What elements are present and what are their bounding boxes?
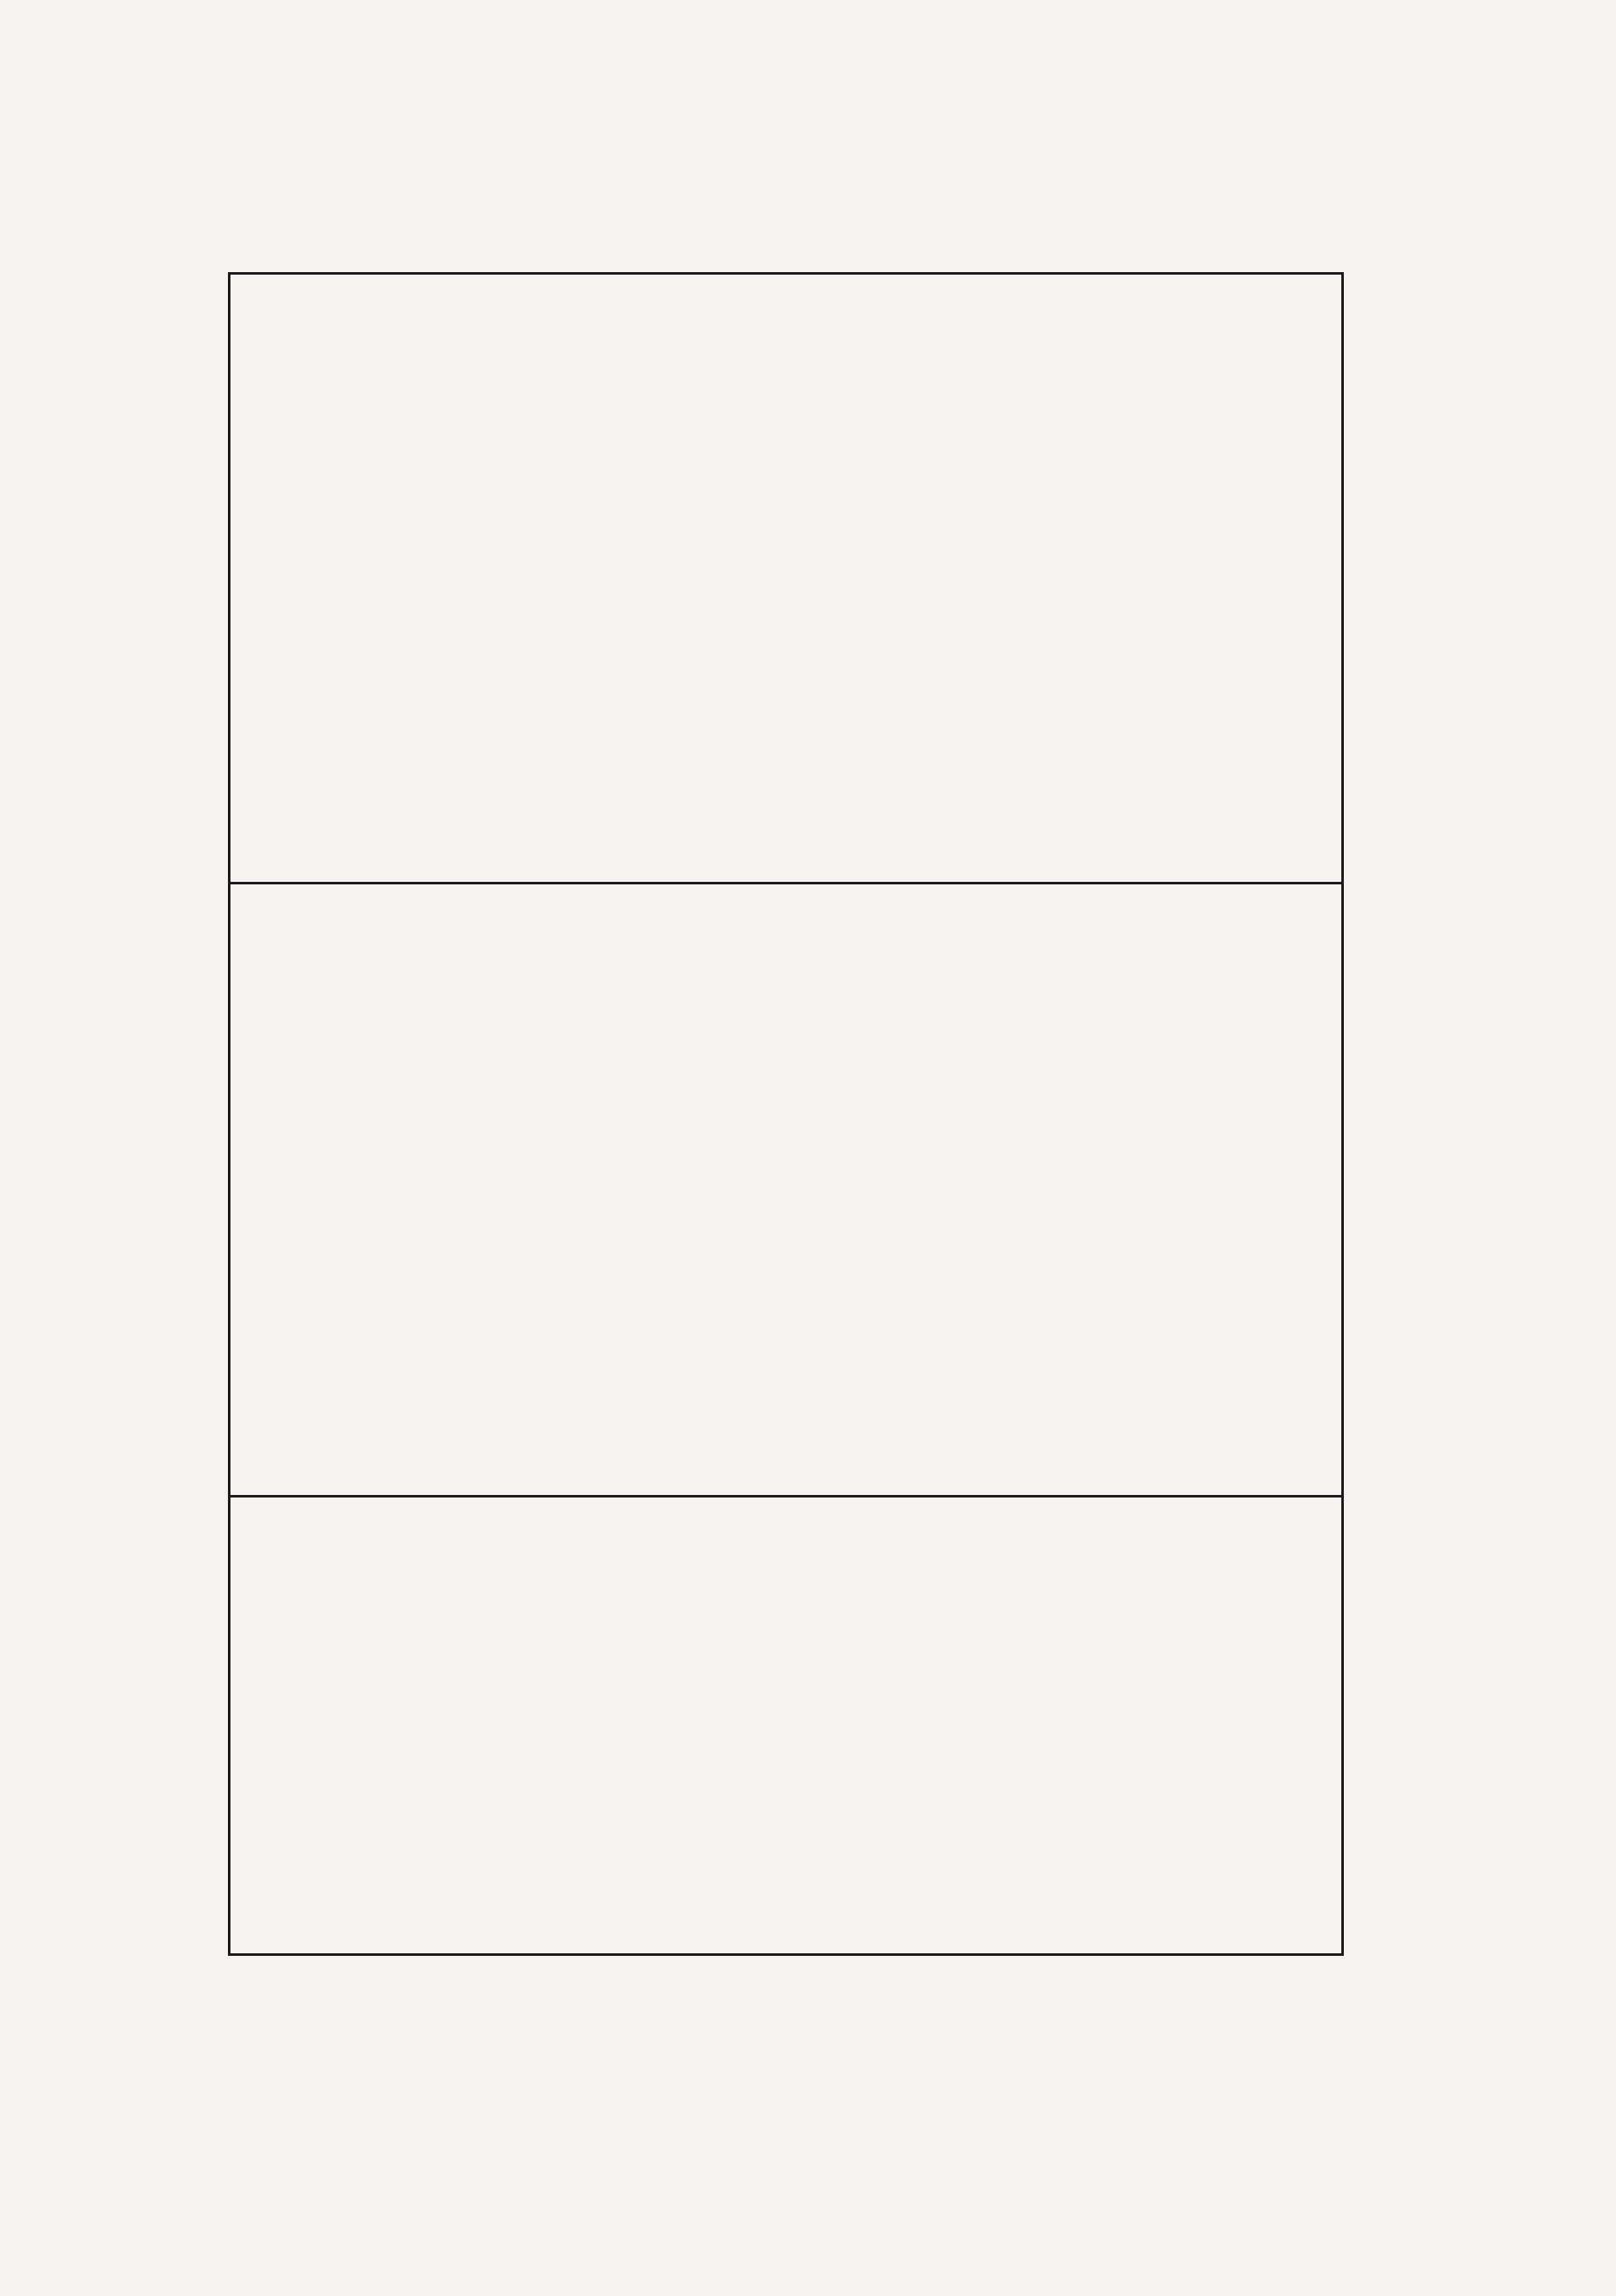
- national-vocational-section: [247, 897, 1327, 1484]
- private-colleges-section: [247, 289, 1327, 876]
- section-divider-2: [228, 1495, 1344, 1498]
- section-divider-1: [228, 882, 1344, 884]
- provincial-vocational-section: [247, 1510, 1327, 1944]
